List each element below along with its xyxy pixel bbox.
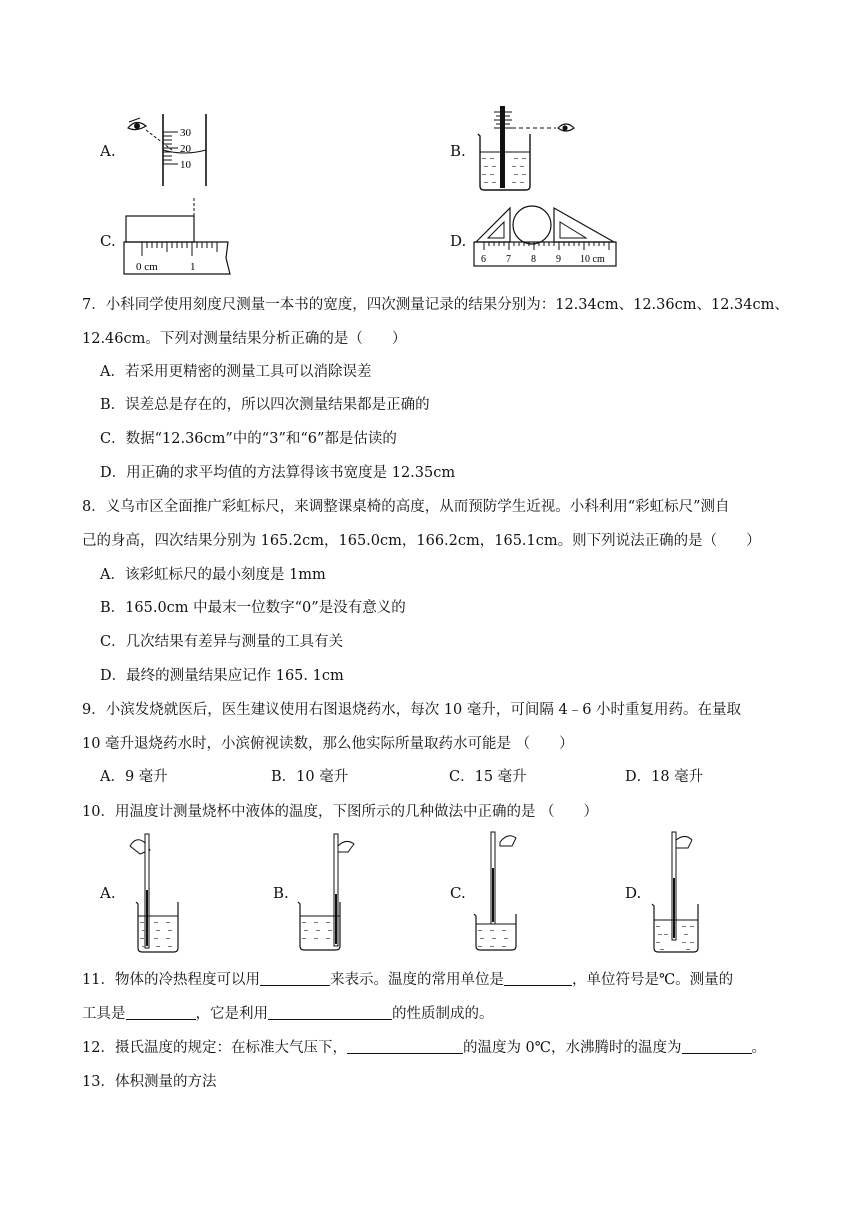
q6-figure-a-cylinder <box>120 112 220 190</box>
q12-text-1: 12．摄氏温度的规定：在标准大气压下， <box>82 1040 347 1056</box>
ruler-c-tick-1: 1 <box>190 261 196 273</box>
q10-figure-c <box>472 828 542 954</box>
q11-text-6: 的性质制成的。 <box>392 1006 494 1022</box>
q11-text-3: ，单位符号是℃。测量的 <box>571 972 734 988</box>
eye-icon <box>558 124 574 131</box>
q9-option-a: A．9 毫升 <box>100 769 168 785</box>
q10-figure-b <box>292 830 362 954</box>
q10-option-a-label: A. <box>100 884 116 902</box>
q8-option-a: A．该彩虹标尺的最小刻度是 1mm <box>100 567 326 583</box>
q11-text-5: ，它是利用 <box>195 1006 268 1022</box>
q10-option-b-label: B. <box>273 884 289 902</box>
q12-line <box>82 1036 766 1057</box>
q11-line-1 <box>82 968 733 989</box>
q11-text-4: 工具是 <box>82 1006 126 1022</box>
q11-blank-2[interactable] <box>504 971 572 986</box>
ruler-d-tick-7: 7 <box>506 254 511 265</box>
q7-stem-line-2: 12.46cm。下列对测量结果分析正确的是（ ） <box>82 331 407 347</box>
q10-option-d-label: D. <box>625 884 642 902</box>
hand-icon <box>674 836 692 848</box>
q7-option-b: B．误差总是存在的，所以四次测量结果都是正确的 <box>100 397 430 413</box>
q8-stem-line-1: 8．义乌市区全面推广彩虹标尺，来调整课桌椅的高度，从而预防学生近视。小科利用“彩虹标尺”测自 <box>82 499 730 515</box>
q8-stem-line-2: 己的身高，四次结果分别为 165.2cm，165.0cm，166.2cm，165.1cm。则下列说法正确的是（ ） <box>82 533 761 549</box>
cylinder-tick-20: 20 <box>180 143 191 155</box>
q13-stem: 13．体积测量的方法 <box>82 1074 217 1090</box>
ruler-d-tick-10: 10 cm <box>580 254 605 265</box>
q6-option-d-label: D. <box>450 232 467 250</box>
q6-figure-c-ruler <box>122 196 242 278</box>
hand-icon <box>338 841 354 852</box>
q11-text-2: 来表示。温度的常用单位是 <box>329 972 504 988</box>
ruler-d-tick-6: 6 <box>481 254 486 265</box>
q8-option-b: B．165.0cm 中最末一位数字“0”是没有意义的 <box>100 600 406 616</box>
q9-option-d: D．18 毫升 <box>625 769 704 785</box>
q9-option-c: C．15 毫升 <box>449 769 527 785</box>
q11-blank-1[interactable] <box>260 971 330 986</box>
q12-blank-2[interactable] <box>682 1039 752 1054</box>
q10-option-c-label: C. <box>450 884 466 902</box>
q11-line-2 <box>82 1002 494 1023</box>
q7-stem-line-1: 7．小科同学使用刻度尺测量一本书的宽度，四次测量记录的结果分别为：12.34cm、12.36cm、12.34cm、 <box>82 297 789 313</box>
ruler-d-tick-9: 9 <box>556 254 561 265</box>
q10-stem: 10．用温度计测量烧杯中液体的温度，下图所示的几种做法中正确的是 （ ） <box>82 804 599 820</box>
q6-figure-d-triangles <box>472 202 622 272</box>
q11-blank-4[interactable] <box>268 1005 392 1020</box>
q9-option-b: B．10 毫升 <box>271 769 349 785</box>
q7-option-d: D．用正确的求平均值的方法算得该书宽度是 12.35cm <box>100 465 456 481</box>
q11-text-1: 11．物体的冷热程度可以用 <box>82 972 260 988</box>
eye-icon <box>128 118 146 130</box>
q7-option-a: A．若采用更精密的测量工具可以消除误差 <box>100 364 372 380</box>
q12-text-3: 。 <box>751 1040 767 1056</box>
cylinder-tick-30: 30 <box>180 127 191 139</box>
q7-option-c: C．数据“12.36cm”中的“3”和“6”都是估读的 <box>100 431 397 447</box>
q6-option-b-label: B. <box>450 142 466 160</box>
q9-stem-line-1: 9．小滨发烧就医后，医生建议使用右图退烧药水，每次 10 毫升，可间隔 4﹣6 小时重复用药。在量取 <box>82 702 742 718</box>
cylinder-tick-10: 10 <box>180 159 191 171</box>
q10-figure-d <box>648 828 718 954</box>
q8-option-d: D．最终的测量结果应记作 165. 1cm <box>100 668 344 684</box>
hand-icon <box>500 836 516 846</box>
ruler-c-tick-0: 0 cm <box>136 261 158 273</box>
q6-option-c-label: C. <box>100 232 116 250</box>
q12-text-2: 的温度为 0℃，水沸腾时的温度为 <box>462 1040 682 1056</box>
q6-option-a-label: A. <box>100 142 116 160</box>
q12-blank-1[interactable] <box>347 1039 463 1054</box>
q11-blank-3[interactable] <box>126 1005 196 1020</box>
ruler-d-tick-8: 8 <box>531 254 536 265</box>
q8-option-c: C．几次结果有差异与测量的工具有关 <box>100 634 344 650</box>
q9-stem-line-2: 10 毫升退烧药水时，小滨俯视读数，那么他实际所量取药水可能是 （ ） <box>82 736 574 752</box>
q6-figure-b-beaker <box>470 104 590 194</box>
q10-figure-a <box>126 830 186 954</box>
